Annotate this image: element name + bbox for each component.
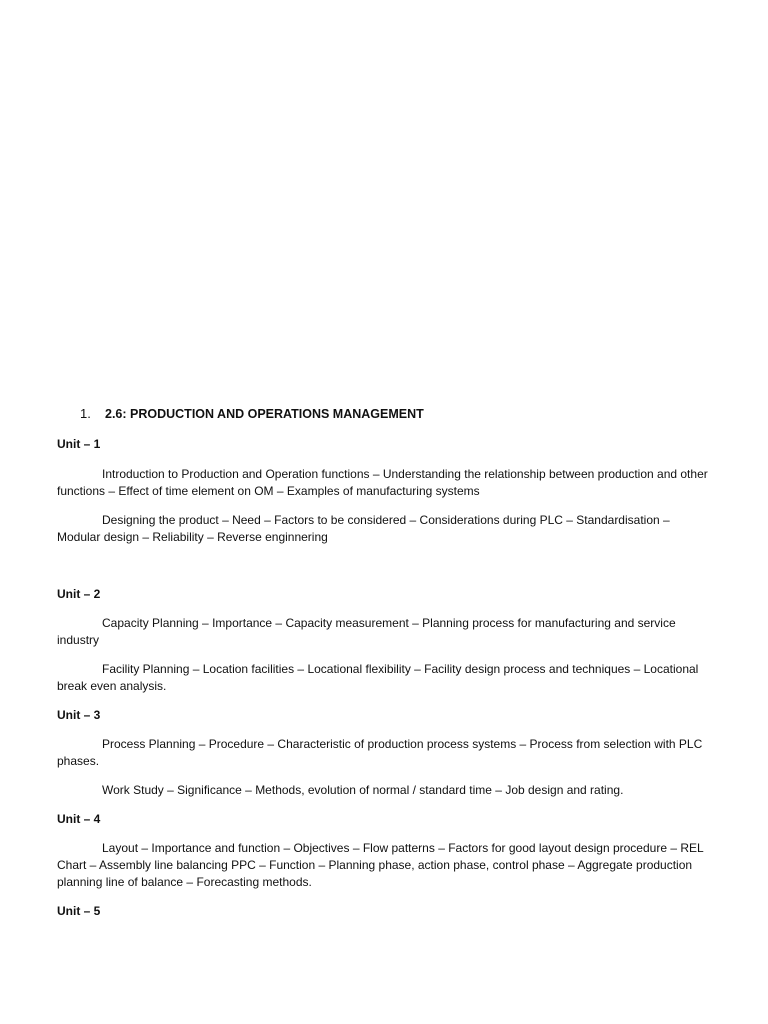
unit-1-heading: Unit – 1 (57, 437, 101, 451)
list-number: 1. (80, 406, 91, 421)
unit-3-paragraph-2: Work Study – Significance – Methods, evolution of normal / standard time – Job design and rating. (102, 783, 624, 797)
unit-5-heading: Unit – 5 (57, 904, 101, 918)
page-title: 2.6: PRODUCTION AND OPERATIONS MANAGEMENT (105, 407, 424, 421)
unit-2-paragraph-2: Facility Planning – Location facilities – Locational flexibility – Facility design process and techniques – Locational break even analysis. (57, 662, 699, 693)
unit-2-heading: Unit – 2 (57, 587, 101, 601)
unit-3-heading: Unit – 3 (57, 708, 101, 722)
unit-2-paragraph-1: Capacity Planning – Importance – Capacity measurement – Planning process for manufacturing and service industry (57, 616, 676, 647)
unit-3-paragraph-1: Process Planning – Procedure – Characteristic of production process systems – Process from selection with PLC phases. (57, 737, 703, 768)
document-title-row (80, 406, 424, 421)
unit-1-paragraph-2: Designing the product – Need – Factors to be considered – Considerations during PLC – Standardisation – Modular design – Reliability – Reverse enginnering (57, 513, 670, 544)
unit-4-paragraph-1: Layout – Importance and function – Objectives – Flow patterns – Factors for good layout design procedure – REL Chart – Assembly line balancing PPC – Function – Planning phase, action phase, control phase – Aggregate production planning line of balance – Forecasting methods. (57, 841, 704, 889)
unit-4-heading: Unit – 4 (57, 812, 101, 826)
unit-1-paragraph-1: Introduction to Production and Operation functions – Understanding the relationship between production and other functions – Effect of time element on OM – Examples of manufacturing systems (57, 467, 708, 498)
